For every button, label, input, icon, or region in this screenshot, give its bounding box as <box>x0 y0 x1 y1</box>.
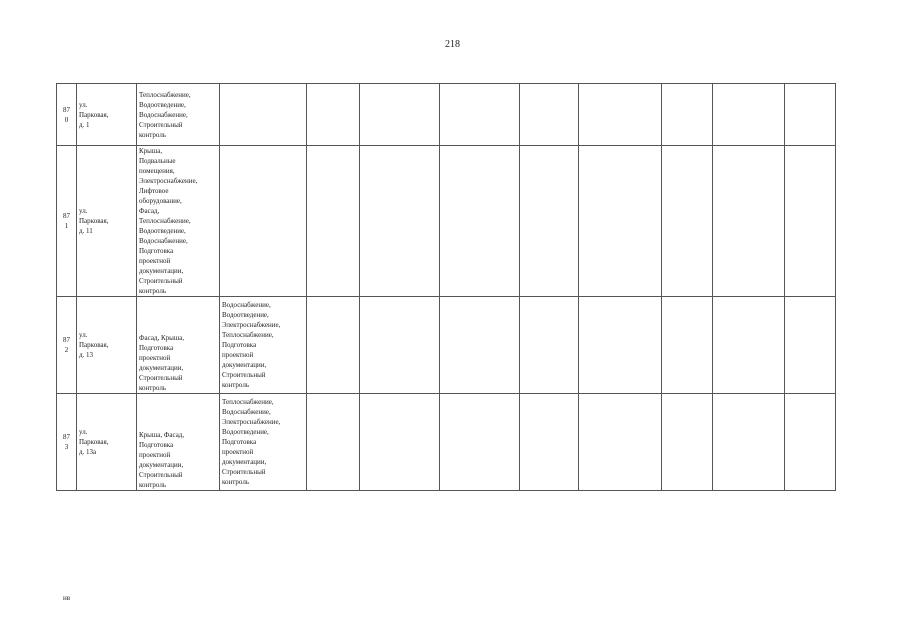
empty-cell <box>360 146 440 297</box>
table-row <box>57 146 836 297</box>
row-number-cell: 87 2 <box>57 297 77 394</box>
empty-cell <box>713 394 785 491</box>
empty-cell <box>307 394 360 491</box>
works-cell-secondary <box>220 146 307 297</box>
address-cell: ул. Парковая, д. 1 <box>77 84 137 146</box>
empty-cell <box>360 84 440 146</box>
empty-cell <box>713 297 785 394</box>
empty-cell <box>520 84 579 146</box>
empty-cell <box>579 146 662 297</box>
empty-cell <box>662 394 713 491</box>
works-cell: Теплоснабжение, Водоотведение, Водоснабжение, Строительный контроль <box>137 84 220 146</box>
page-number: 218 <box>445 39 460 50</box>
empty-cell <box>440 84 520 146</box>
empty-cell <box>307 297 360 394</box>
empty-cell <box>520 297 579 394</box>
empty-cell <box>360 394 440 491</box>
empty-cell <box>785 297 836 394</box>
works-cell: Крыша, Подвальные помещения, Электроснабжение, Лифтовое оборудование, Фасад, Теплоснабжение, Водоотведение, Водоснабжение, Подготовка проектной документации, Строительный контроль <box>137 146 220 297</box>
empty-cell <box>662 146 713 297</box>
empty-cell <box>579 84 662 146</box>
footer-mark: нв <box>63 594 71 602</box>
empty-cell <box>713 84 785 146</box>
empty-cell <box>713 146 785 297</box>
works-cell-secondary: Водоснабжение, Водоотведение, Электроснабжение, Теплоснабжение, Подготовка проектной документации, Строительный контроль <box>220 297 307 394</box>
works-cell-secondary <box>220 84 307 146</box>
table-row <box>57 84 836 146</box>
works-table <box>56 83 836 491</box>
empty-cell <box>579 394 662 491</box>
works-cell: Крыша, Фасад, Подготовка проектной документации, Строительный контроль <box>137 394 220 491</box>
row-number-cell: 87 0 <box>57 84 77 146</box>
table-row <box>57 394 836 491</box>
works-cell: Фасад, Крыша, Подготовка проектной документации, Строительный контроль <box>137 297 220 394</box>
empty-cell <box>520 394 579 491</box>
empty-cell <box>360 297 440 394</box>
address-cell: ул. Парковая, д. 13 <box>77 297 137 394</box>
row-number-cell: 87 1 <box>57 146 77 297</box>
empty-cell <box>785 394 836 491</box>
empty-cell <box>579 297 662 394</box>
empty-cell <box>440 146 520 297</box>
empty-cell <box>662 297 713 394</box>
table-row <box>57 297 836 394</box>
empty-cell <box>440 394 520 491</box>
empty-cell <box>520 146 579 297</box>
row-number-cell: 87 3 <box>57 394 77 491</box>
empty-cell <box>307 84 360 146</box>
empty-cell <box>307 146 360 297</box>
empty-cell <box>662 84 713 146</box>
address-cell: ул. Парковая, д. 13а <box>77 394 137 491</box>
works-cell-secondary: Теплоснабжение, Водоснабжение, Электроснабжение, Водоотведение, Подготовка проектной документации, Строительный контроль <box>220 394 307 491</box>
address-cell: ул. Парковая, д. 11 <box>77 146 137 297</box>
empty-cell <box>785 146 836 297</box>
empty-cell <box>440 297 520 394</box>
empty-cell <box>785 84 836 146</box>
